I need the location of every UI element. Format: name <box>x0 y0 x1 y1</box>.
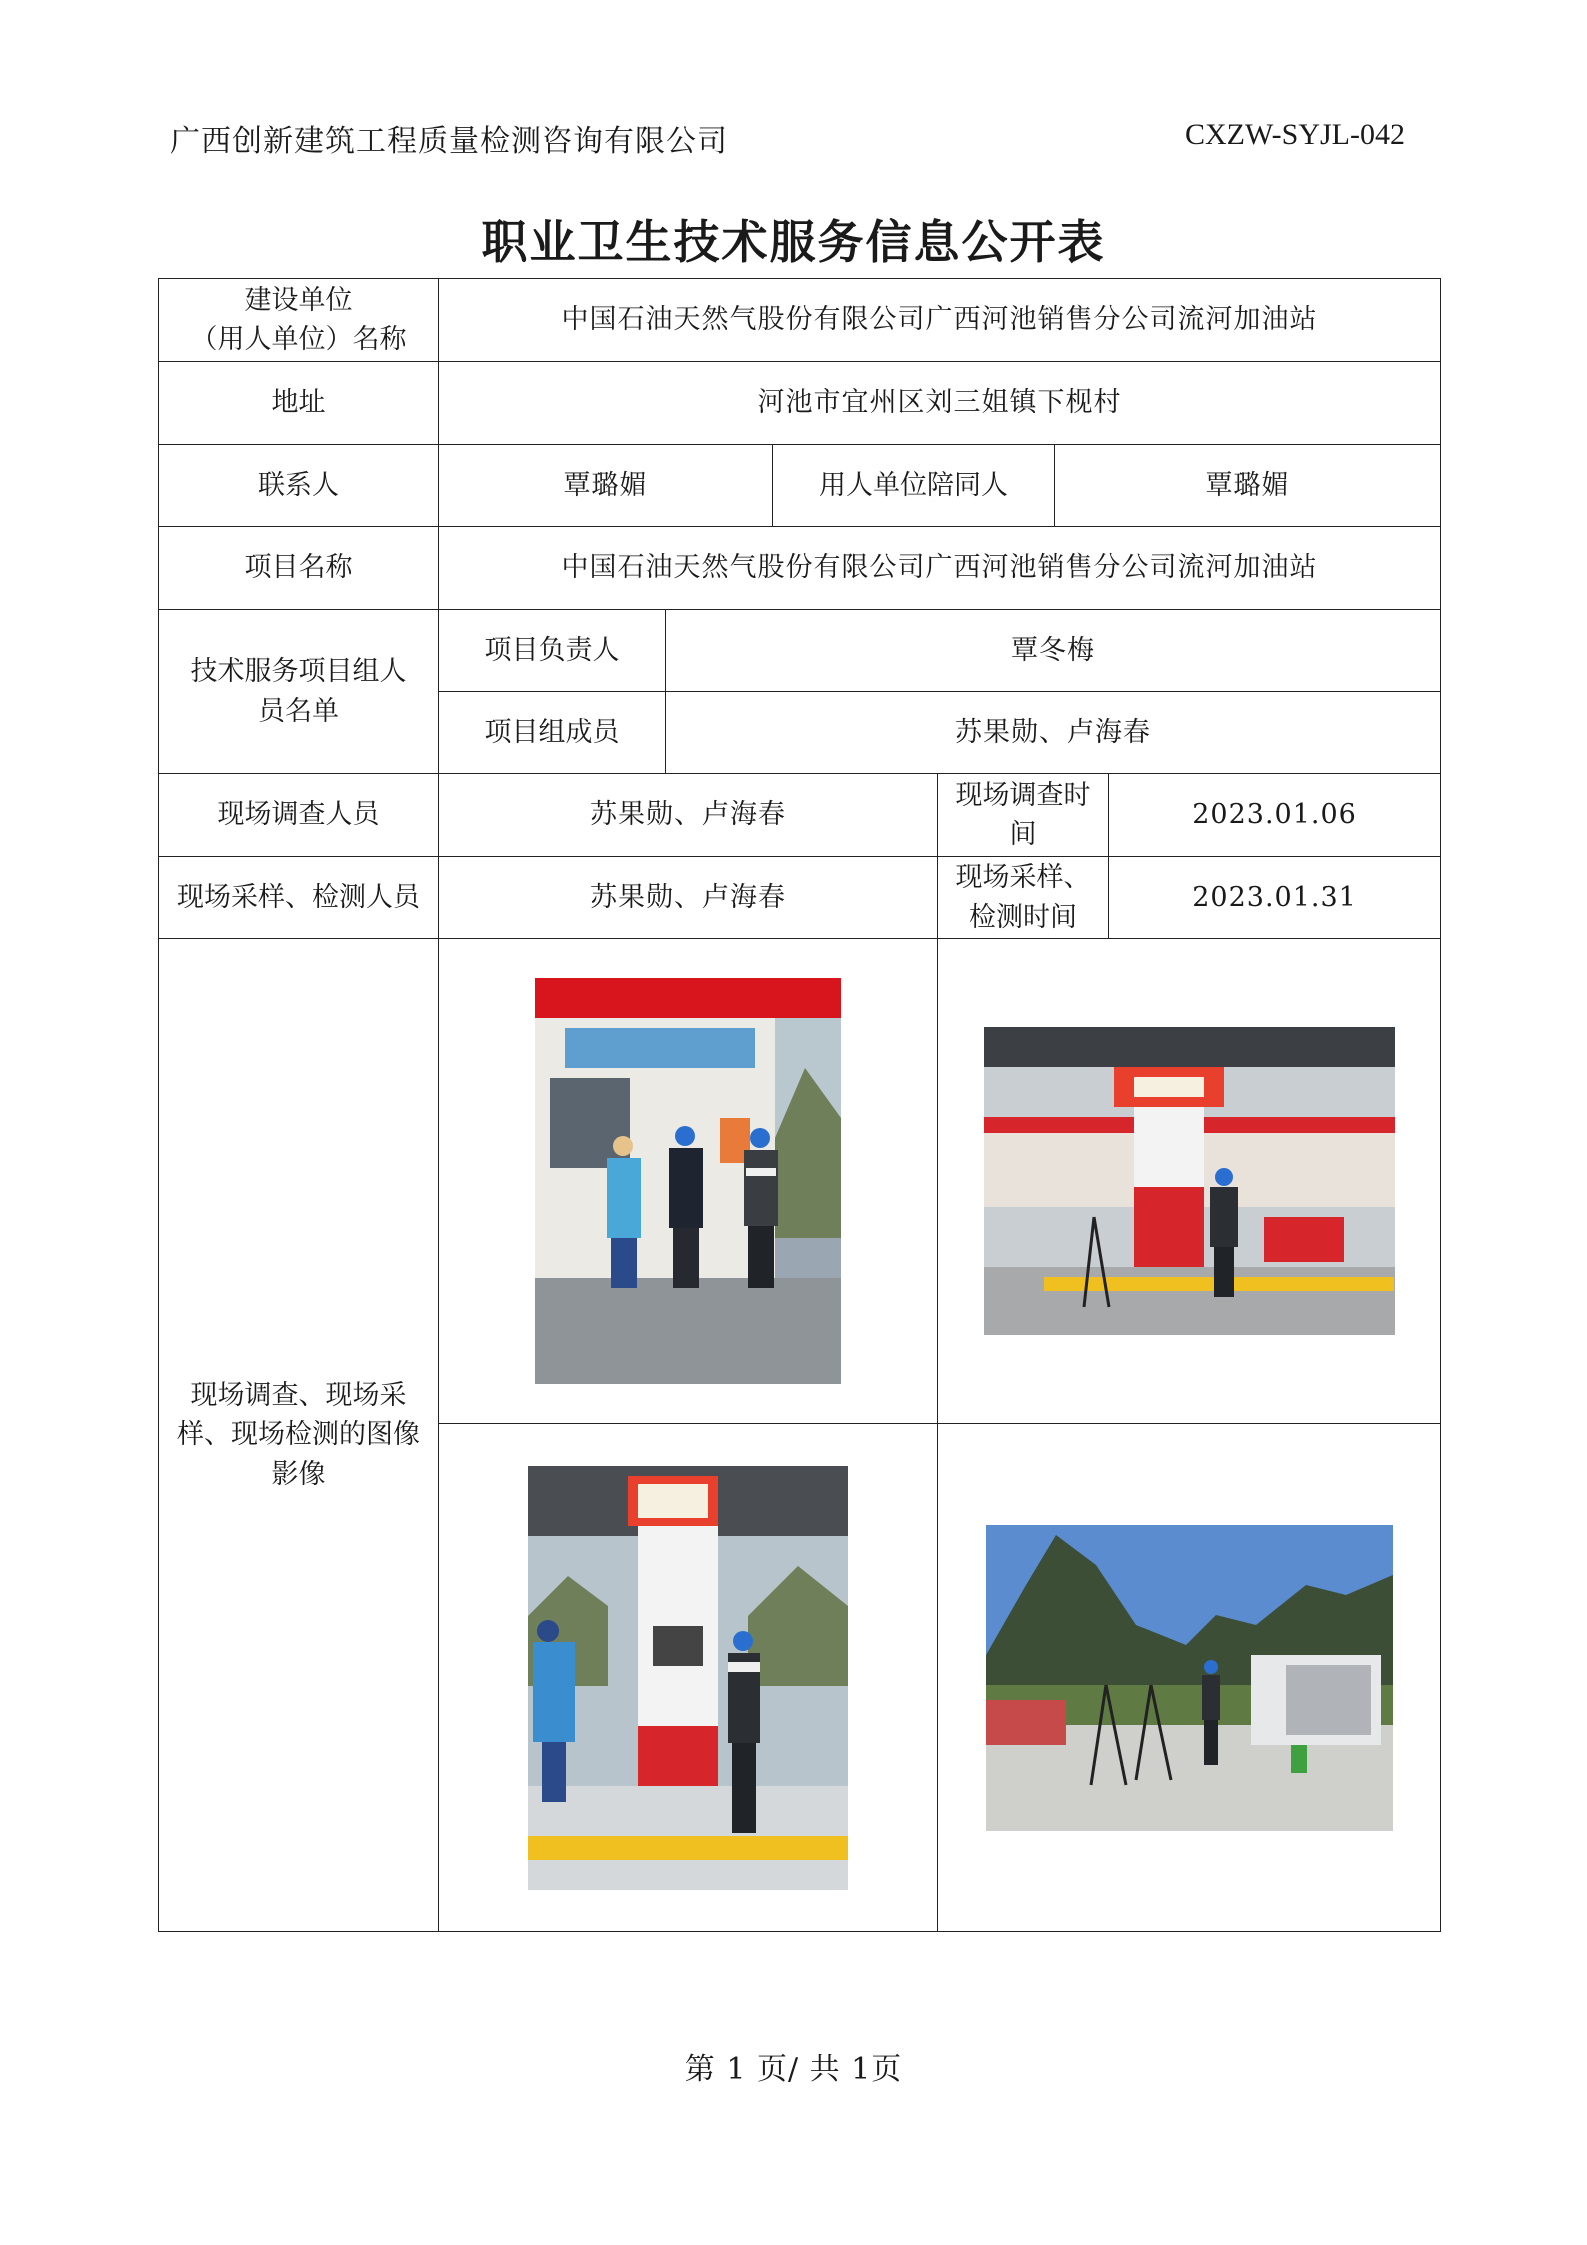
photo-cell-2 <box>938 939 1441 1424</box>
sampling-time-value: 2023.01.31 <box>1109 857 1441 939</box>
contact-label: 联系人 <box>159 445 439 527</box>
document-code: CXZW-SYJL-042 <box>1185 118 1405 151</box>
address-label: 地址 <box>159 362 439 445</box>
lead-label: 项目负责人 <box>439 610 666 692</box>
members-label: 项目组成员 <box>439 692 666 774</box>
team-lead-row <box>159 610 1441 692</box>
lead-value: 覃冬梅 <box>666 610 1441 692</box>
fuel-pump-measurement-photo <box>984 1027 1395 1335</box>
contact-row <box>159 445 1441 527</box>
sampling-staff-value: 苏果勋、卢海春 <box>439 857 938 939</box>
project-label: 项目名称 <box>159 527 439 610</box>
survey-time-label: 现场调查时间 <box>938 774 1109 857</box>
members-value: 苏果勋、卢海春 <box>666 692 1441 774</box>
project-value: 中国石油天然气股份有限公司广西河池销售分公司流河加油站 <box>439 527 1441 610</box>
sampling-staff-label: 现场采样、检测人员 <box>159 857 439 939</box>
fuel-pump-closeup-photo <box>528 1466 848 1890</box>
images-label: 现场调查、现场采 样、现场检测的图像 影像 <box>159 939 439 1932</box>
sampling-time-label: 现场采样、检测时间 <box>938 857 1109 939</box>
photo-cell-4 <box>938 1424 1441 1932</box>
team-label: 技术服务项目组人 员名单 <box>159 610 439 774</box>
employer-label: 建设单位 （用人单位）名称 <box>159 279 439 362</box>
site-survey-photo <box>535 978 841 1384</box>
employer-row <box>159 279 1441 362</box>
photo-cell-1 <box>439 939 938 1424</box>
company-name: 广西创新建筑工程质量检测咨询有限公司 <box>170 124 728 159</box>
address-row <box>159 362 1441 445</box>
survey-row <box>159 774 1441 857</box>
outdoor-sampling-photo <box>986 1525 1393 1831</box>
photo-cell-3 <box>439 1424 938 1932</box>
survey-staff-value: 苏果勋、卢海春 <box>439 774 938 857</box>
survey-time-value: 2023.01.06 <box>1109 774 1441 857</box>
images-row-1 <box>159 939 1441 1424</box>
employer-value: 中国石油天然气股份有限公司广西河池销售分公司流河加油站 <box>439 279 1441 362</box>
page-title: 职业卫生技术服务信息公开表 <box>481 215 1106 269</box>
escort-label: 用人单位陪同人 <box>773 445 1055 527</box>
escort-value: 覃璐媚 <box>1055 445 1441 527</box>
project-row <box>159 527 1441 610</box>
page-number: 第 1 页/ 共 1页 <box>684 2052 903 2087</box>
survey-staff-label: 现场调查人员 <box>159 774 439 857</box>
contact-value: 覃璐媚 <box>439 445 773 527</box>
address-value: 河池市宜州区刘三姐镇下枧村 <box>439 362 1441 445</box>
sampling-row <box>159 857 1441 939</box>
info-table <box>158 278 1441 1932</box>
